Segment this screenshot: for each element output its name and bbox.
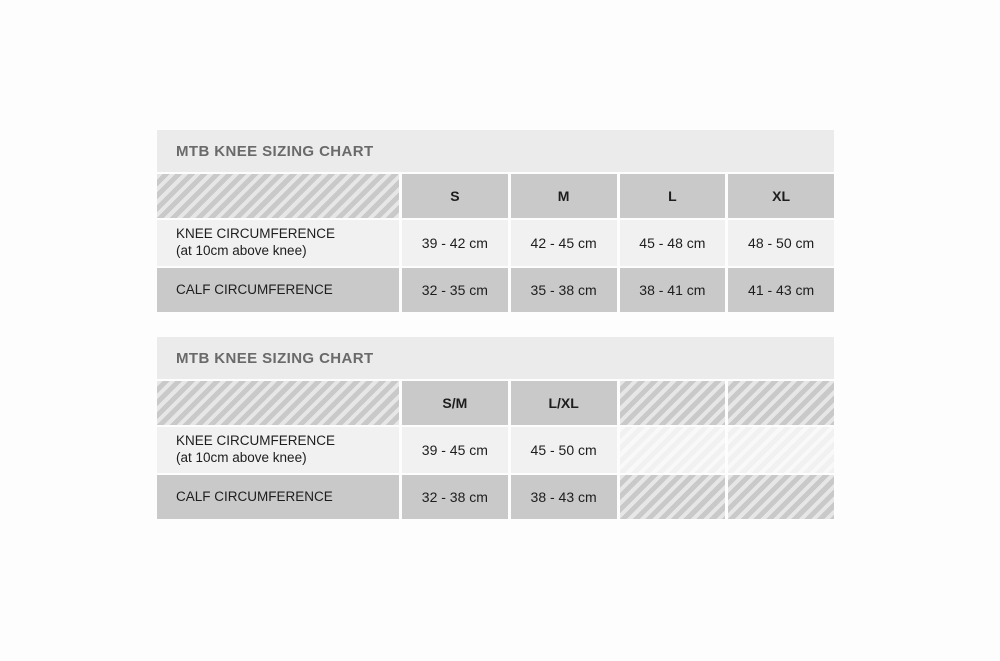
value-cell: 39 - 42 cm: [402, 220, 508, 266]
value-cell: 32 - 38 cm: [402, 475, 508, 519]
size-header-sm: S/M: [402, 381, 508, 425]
value-cell: 41 - 43 cm: [728, 268, 834, 312]
row-label-main: KNEE CIRCUMFERENCE: [176, 433, 336, 449]
value-cell: 42 - 45 cm: [511, 220, 617, 266]
row-label-main: CALF CIRCUMFERENCE: [176, 281, 333, 297]
size-header-lxl: L/XL: [511, 381, 617, 425]
value-cell: 48 - 50 cm: [728, 220, 834, 266]
value-cell: 32 - 35 cm: [402, 268, 508, 312]
value-cell: 45 - 50 cm: [511, 427, 617, 473]
hatched-corner-cell: [157, 381, 399, 425]
row-label-knee-circumference: [157, 427, 399, 473]
size-header-l: L: [620, 174, 726, 218]
size-header-xl: XL: [728, 174, 834, 218]
value-cell: 38 - 41 cm: [620, 268, 726, 312]
value-cell: 35 - 38 cm: [511, 268, 617, 312]
row-label-sub: (at 10cm above knee): [176, 243, 307, 258]
row-label-main: CALF CIRCUMFERENCE: [176, 488, 333, 504]
sizing-table-smlxl: [157, 130, 834, 312]
row-label-calf-circumference: [157, 268, 399, 312]
value-cell: 38 - 43 cm: [511, 475, 617, 519]
row-label-knee-circumference: [157, 220, 399, 266]
row-label-text: [176, 226, 335, 260]
row-label-calf-circumference: [157, 475, 399, 519]
size-header-m: M: [511, 174, 617, 218]
row-label-text: [176, 433, 335, 467]
size-header-s: S: [402, 174, 508, 218]
sizing-charts-container: [157, 130, 834, 519]
hatched-filler-cell: [728, 381, 834, 425]
table-title: MTB KNEE SIZING CHART: [157, 337, 834, 379]
sizing-table-smlxl-combined: [157, 337, 834, 519]
row-label-main: KNEE CIRCUMFERENCE: [176, 226, 336, 242]
row-label-sub: (at 10cm above knee): [176, 450, 307, 465]
hatched-filler-cell: [728, 427, 834, 473]
value-cell: 39 - 45 cm: [402, 427, 508, 473]
value-cell: 45 - 48 cm: [620, 220, 726, 266]
hatched-filler-cell: [728, 475, 834, 519]
hatched-corner-cell: [157, 174, 399, 218]
hatched-filler-cell: [620, 381, 726, 425]
hatched-filler-cell: [620, 427, 726, 473]
hatched-filler-cell: [620, 475, 726, 519]
table-title: MTB KNEE SIZING CHART: [157, 130, 834, 172]
